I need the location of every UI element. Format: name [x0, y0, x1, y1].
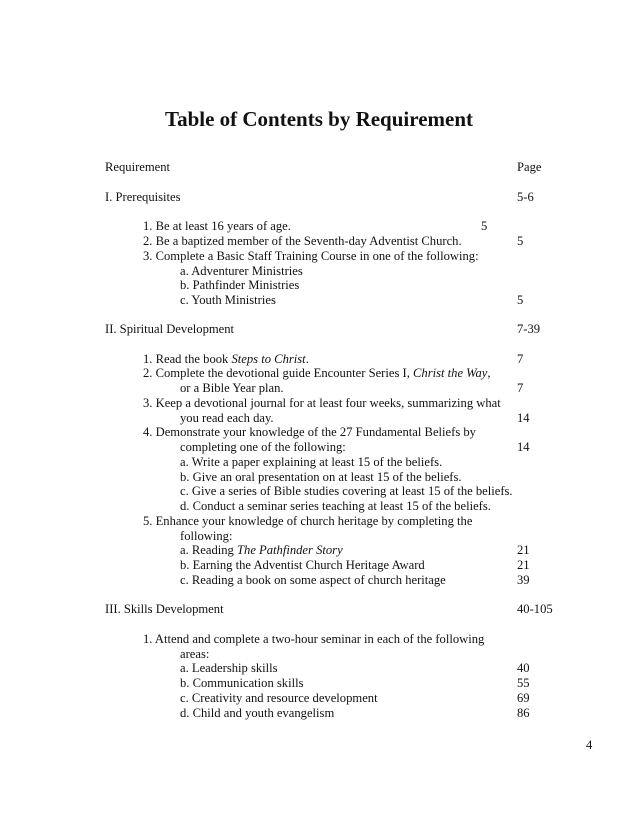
spiritual-item-5a: a. Reading The Pathfinder Story	[180, 543, 343, 557]
spiritual-item-4c: c. Give a series of Bible studies covering at least 15 of the beliefs.	[180, 484, 513, 498]
prereq-item-3b: b. Pathfinder Ministries	[180, 278, 300, 292]
prereq-item-3: 3. Complete a Basic Staff Training Course in one of the following:	[143, 249, 479, 263]
skills-item-1b: b. Communication skills	[180, 676, 304, 690]
spiritual-item-5c-page: 39	[517, 573, 530, 587]
column-header-page: Page	[517, 160, 542, 174]
skills-item-1: 1. Attend and complete a two-hour seminar in each of the following	[143, 632, 485, 646]
skills-item-1c-page: 69	[517, 691, 530, 705]
skills-item-1c: c. Creativity and resource development	[180, 691, 378, 705]
section-page-skills-development: 40-105	[517, 602, 553, 616]
section-page-spiritual-development: 7-39	[517, 322, 541, 336]
spiritual-item-2: 2. Complete the devotional guide Encounter Series I, Christ the Way,	[143, 366, 491, 380]
spiritual-item-4-page: 14	[517, 440, 530, 454]
spiritual-item-5b: b. Earning the Adventist Church Heritage Award	[180, 558, 425, 572]
spiritual-item-4b: b. Give an oral presentation on at least 15 of the beliefs.	[180, 470, 462, 484]
spiritual-item-1: 1. Read the book Steps to Christ.	[143, 352, 309, 366]
spiritual-item-2-continued: or a Bible Year plan.	[180, 381, 284, 395]
section-page-prerequisites: 5-6	[517, 190, 534, 204]
prereq-item-1: 1. Be at least 16 years of age.	[143, 219, 291, 233]
skills-item-1-continued: areas:	[180, 647, 210, 661]
section-heading-prerequisites: I. Prerequisites	[105, 190, 181, 204]
prereq-item-3c: c. Youth Ministries	[180, 293, 276, 307]
section-heading-spiritual-development: II. Spiritual Development	[105, 322, 235, 336]
skills-item-1b-page: 55	[517, 676, 530, 690]
prereq-item-2-page: 5	[517, 234, 524, 248]
column-header-requirement: Requirement	[105, 160, 171, 174]
spiritual-item-5c: c. Reading a book on some aspect of church heritage	[180, 573, 446, 587]
spiritual-item-5: 5. Enhance your knowledge of church heritage by completing the	[143, 514, 473, 528]
spiritual-item-5b-page: 21	[517, 558, 530, 572]
prereq-item-3a: a. Adventurer Ministries	[180, 264, 303, 278]
prereq-item-2: 2. Be a baptized member of the Seventh-day Adventist Church.	[143, 234, 462, 248]
spiritual-item-2-page: 7	[517, 381, 524, 395]
skills-item-1d-page: 86	[517, 706, 530, 720]
skills-item-1a: a. Leadership skills	[180, 661, 278, 675]
spiritual-item-5a-page: 21	[517, 543, 530, 557]
spiritual-item-3-page: 14	[517, 411, 530, 425]
spiritual-item-4-continued: completing one of the following:	[180, 440, 346, 454]
spiritual-item-4: 4. Demonstrate your knowledge of the 27 Fundamental Beliefs by	[143, 425, 476, 439]
spiritual-item-3: 3. Keep a devotional journal for at least four weeks, summarizing what	[143, 396, 501, 410]
spiritual-item-3-continued: you read each day.	[180, 411, 274, 425]
spiritual-item-1-page: 7	[517, 352, 524, 366]
page-number: 4	[586, 738, 593, 752]
page-title: Table of Contents by Requirement	[164, 107, 474, 131]
skills-item-1d: d. Child and youth evangelism	[180, 706, 335, 720]
spiritual-item-4d: d. Conduct a seminar series teaching at least 15 of the beliefs.	[180, 499, 491, 513]
skills-item-1a-page: 40	[517, 661, 530, 675]
section-heading-skills-development: III. Skills Development	[105, 602, 224, 616]
spiritual-item-5-continued: following:	[180, 529, 233, 543]
spiritual-item-4a: a. Write a paper explaining at least 15 of the beliefs.	[180, 455, 443, 469]
prereq-item-3c-page: 5	[517, 293, 524, 307]
prereq-item-1-page: 5	[481, 219, 488, 233]
